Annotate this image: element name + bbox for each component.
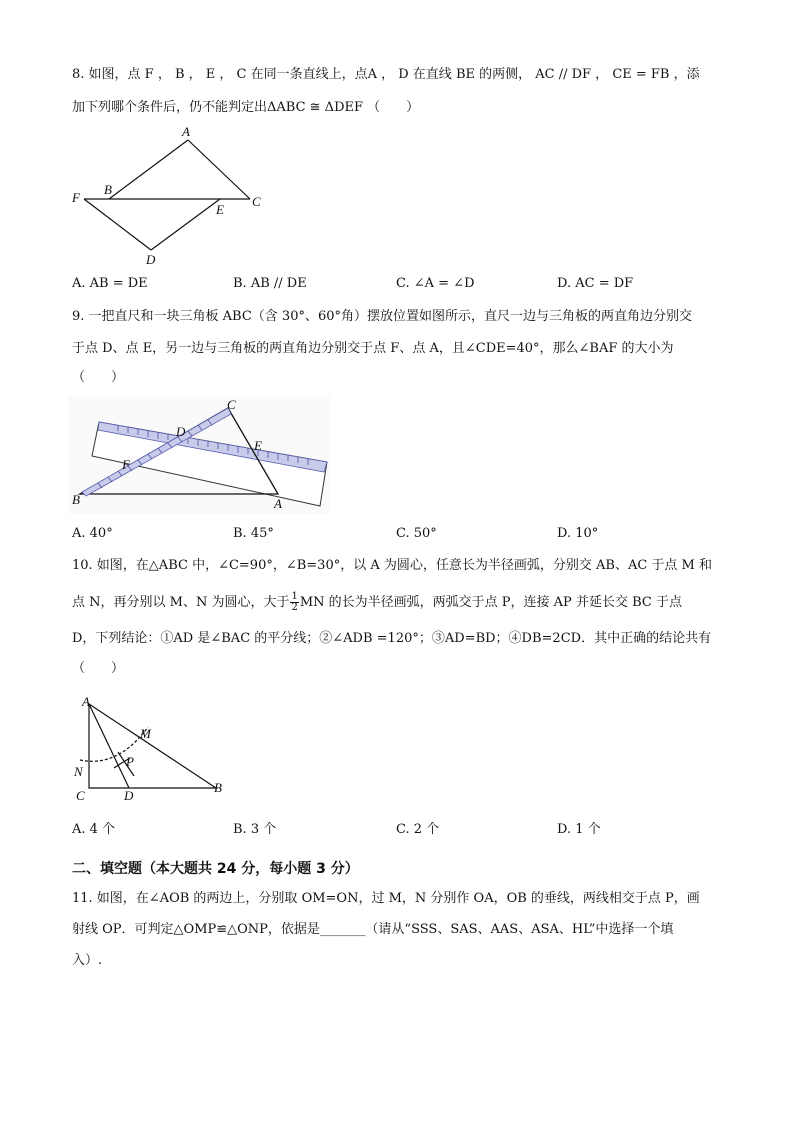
q9-label-F: F (122, 457, 130, 472)
q10-label-B: B (214, 780, 222, 795)
q11-stem-line1: 11. 如图，在∠AOB 的两边上，分别取 OM=ON，过 M，N 分别作 OA，OB 的垂线，两线相交于点 P，画 (72, 891, 700, 906)
q8-stem-line2: 加下列哪个条件后，仍不能判定出ΔABC ≅ ΔDEF （ ） (72, 100, 420, 115)
q9-stem-line2: 于点 D、点 E，另一边与三角板的两直角边分别交于点 F、点 A，且∠CDE=40°，那么∠BAF 的大小为 (72, 341, 674, 356)
q8-option-a[interactable]: A. AB = DE (72, 276, 148, 291)
q9-label-E: E (254, 438, 262, 453)
q9-label-B: B (72, 492, 80, 507)
q11-stem-line3: 入）. (72, 953, 103, 968)
q9-label-A: A (274, 496, 282, 511)
q8-stem-line1: 8. 如图，点 F ， B ， E ， C 在同一条直线上，点A ， D 在直线 BE 的两侧， AC // DF ， CE = FB ，添 (72, 67, 700, 82)
q9-option-c[interactable]: C. 50° (396, 526, 437, 541)
q8-label-F: F (72, 190, 80, 205)
q10-stem-line3: D，下列结论：①AD 是∠BAC 的平分线；②∠ADB =120°；③AD=BD；④DB=2CD．其中正确的结论共有 (72, 631, 712, 646)
q10-fraction-numerator: 1 (291, 591, 298, 602)
q10-label-D: D (124, 788, 134, 803)
q10-stem-line2-start: 点 N，再分别以 M、N 为圆心，大于 (72, 595, 290, 610)
q9-stem-line3: （ ） (72, 370, 125, 385)
q9-option-b[interactable]: B. 45° (233, 526, 274, 541)
q10-stem-line2 (72, 592, 682, 613)
q8-label-E: E (216, 202, 224, 217)
q11-stem-line2: 射线 OP．可判定△OMP≌△ONP，依据是_______（请从“SSS、SAS、AAS、ASA、HL”中选择一个填 (72, 922, 674, 937)
q8-label-A: A (182, 124, 190, 139)
q9-label-C: C (227, 397, 236, 412)
q10-label-A: A (82, 694, 90, 709)
q10-option-a[interactable]: A. 4 个 (72, 822, 116, 837)
q8-option-b[interactable]: B. AB // DE (233, 276, 307, 291)
q8-label-B: B (104, 182, 112, 197)
q10-option-c[interactable]: C. 2 个 (396, 822, 440, 837)
q9-option-d[interactable]: D. 10° (557, 526, 599, 541)
q9-figure (68, 396, 330, 514)
q10-label-C: C (76, 788, 85, 803)
q8-label-D: D (146, 252, 156, 267)
q10-label-P: P (126, 754, 134, 769)
q10-stem-line2-end: MN 的长为半径画弧，两弧交于点 P，连接 AP 并延长交 BC 于点 (299, 595, 682, 610)
q10-stem-line4: （ ） (72, 661, 125, 676)
q8-option-d[interactable]: D. AC = DF (557, 276, 634, 291)
q9-label-D: D (176, 424, 186, 439)
q10-option-b[interactable]: B. 3 个 (233, 822, 277, 837)
q10-label-N: N (74, 764, 83, 779)
q10-option-d[interactable]: D. 1 个 (557, 822, 601, 837)
q8-option-c[interactable]: C. ∠A = ∠D (396, 276, 475, 291)
section-heading: 二、填空题（本大题共 24 分，每小题 3 分） (72, 861, 359, 877)
q10-stem-line1: 10. 如图，在△ABC 中，∠C=90°，∠B=30°，以 A 为圆心，任意长为半径画弧，分别交 AB、AC 于点 M 和 (72, 558, 712, 573)
q9-stem-line1: 9. 一把直尺和一块三角板 ABC（含 30°、60°角）摆放位置如图所示，直尺一边与三角板的两直角边分别交 (72, 309, 693, 324)
q10-fraction-denominator: 2 (291, 602, 298, 613)
q9-option-a[interactable]: A. 40° (72, 526, 113, 541)
q10-fraction (290, 592, 298, 613)
q8-label-C: C (252, 194, 261, 209)
q10-label-M: M (140, 726, 151, 741)
q10-figure (68, 692, 238, 806)
q8-figure (64, 122, 274, 270)
